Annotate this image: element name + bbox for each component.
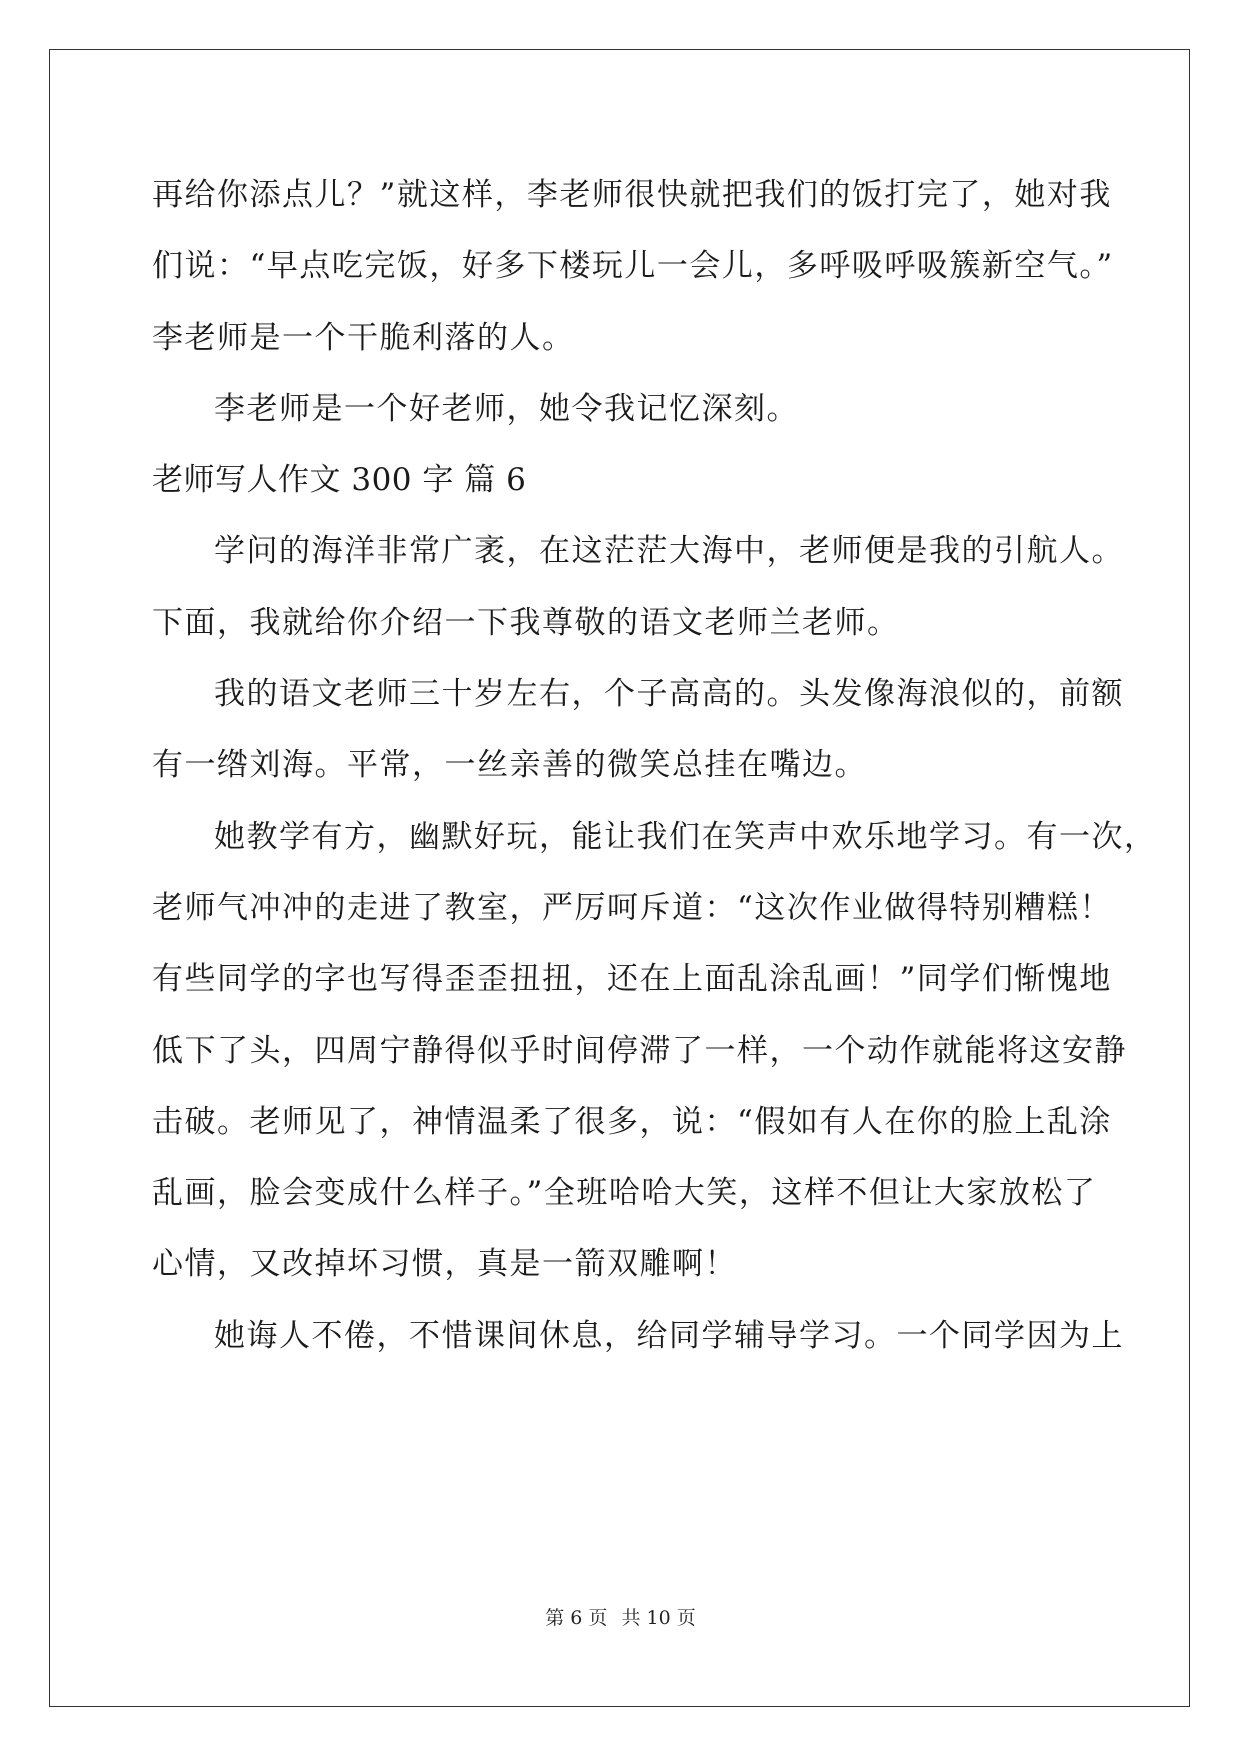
text-line: 有一绺刘海。平常，一丝亲善的微笑总挂在嘴边。 [152,747,867,784]
text-line: 们说：“早点吃完饭，好多下楼玩儿一会儿，多呼吸呼吸簇新空气。” [152,248,1114,285]
paragraph-start-line: 我的语文老师三十岁左右，个子高高的。头发像海浪似的，前额 [214,676,1124,713]
text-line: 低下了头，四周宁静得似乎时间停滞了一样，一个动作就能将这安静 [152,1032,1127,1069]
text-line: 心情，又改掉坏习惯，真是一箭双雕啊！ [152,1246,737,1283]
text-line: 李老师是一个干脆利落的人。 [152,319,575,356]
text-line: 老师气冲冲的走进了教室，严厉呵斥道：“这次作业做得特别糟糕！ [152,889,1112,926]
section-heading: 老师写人作文 300 字 篇 6 [152,462,527,499]
paragraph-start-line: 李老师是一个好老师，她令我记忆深刻。 [214,390,799,427]
paragraph-start-line: 她诲人不倦，不惜课间休息，给同学辅导学习。一个同学因为上 [214,1317,1124,1354]
paragraph-start-line: 学问的海洋非常广袤，在这茫茫大海中，老师便是我的引航人。 [214,533,1124,570]
text-line: 有些同学的字也写得歪歪扭扭，还在上面乱涂乱画！”同学们惭愧地 [152,961,1112,998]
text-line: 击破。老师见了，神情温柔了很多，说：“假如有人在你的脸上乱涂 [152,1103,1112,1140]
paragraph-start-line: 她教学有方，幽默好玩，能让我们在笑声中欢乐地学习。有一次， [214,818,1157,855]
page-footer [0,1603,1241,1630]
document-body [152,160,1157,1372]
page-number: 第 6 页 [545,1607,608,1629]
text-line: 乱画，脸会变成什么样子。”全班哈哈大笑，这样不但让大家放松了 [152,1175,1097,1212]
text-line: 再给你添点儿？”就这样，李老师很快就把我们的饭打完了，她对我 [152,177,1112,213]
text-line: 下面，我就给你介绍一下我尊敬的语文老师兰老师。 [152,604,900,641]
page-total: 共 10 页 [621,1607,696,1629]
